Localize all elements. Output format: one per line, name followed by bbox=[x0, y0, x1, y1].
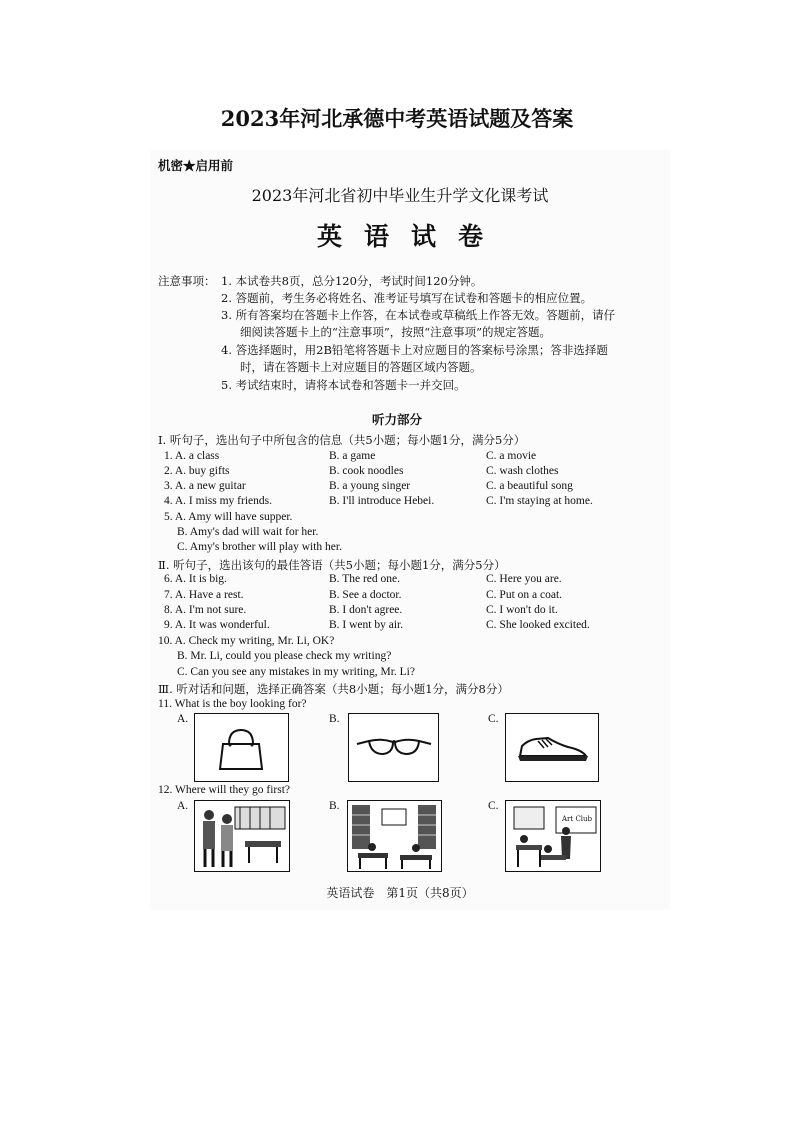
option-a: 7. A. Have a rest. bbox=[164, 589, 244, 601]
option-c: C. I won't do it. bbox=[486, 604, 558, 616]
option-a: 5. A. Amy will have supper. bbox=[164, 511, 293, 523]
option-b: B. The red one. bbox=[329, 573, 401, 585]
option-c: C. wash clothes bbox=[486, 465, 559, 477]
sneaker-icon bbox=[506, 714, 598, 781]
option-a: 10. A. Check my writing, Mr. Li, OK? bbox=[158, 635, 335, 647]
option-c: C. Here you are. bbox=[486, 573, 562, 585]
option-c: C. a movie bbox=[486, 450, 537, 462]
board-text: Art Club bbox=[562, 815, 593, 823]
option-c: C. I'm staying at home. bbox=[486, 495, 593, 507]
option-c: C. Put on a coat. bbox=[486, 589, 563, 601]
exam-title: 2023年河北省初中毕业生升学文化课考试 bbox=[251, 186, 549, 205]
section-heading: Ⅲ. 听对话和问题，选择正确答案（共8小题；每小题1分，满分8分） bbox=[158, 682, 509, 696]
option-a: 9. A. It was wonderful. bbox=[164, 619, 270, 631]
picture-option-label: A. bbox=[177, 800, 189, 812]
sneaker-picture bbox=[505, 713, 599, 782]
notice-item: 5. 考试结束时，请将本试卷和答题卡一并交回。 bbox=[221, 378, 466, 392]
notice-item: 细阅读答题卡上的“注意事项”，按照“注意事项”的规定答题。 bbox=[240, 325, 552, 339]
question-stem: 12. Where will they go first? bbox=[158, 784, 291, 796]
picture-option-label: B. bbox=[329, 713, 340, 725]
picture-option-label: C. bbox=[488, 800, 499, 812]
section-heading: Ⅰ. 听句子，选出句子中所包含的信息（共5小题；每小题1分，满分5分） bbox=[158, 433, 526, 447]
notice-label: 注意事项： bbox=[158, 274, 216, 288]
option-a: 4. A. I miss my friends. bbox=[164, 495, 272, 507]
dining-hall-icon bbox=[195, 801, 289, 871]
library-picture bbox=[347, 800, 442, 872]
option-a: 2. A. buy gifts bbox=[164, 465, 230, 477]
option-b: B. cook noodles bbox=[329, 465, 404, 477]
option-b: B. I'll introduce Hebei. bbox=[329, 495, 435, 507]
notice-item: 1. 本试卷共8页，总分120分，考试时间120分钟。 bbox=[221, 274, 483, 288]
option-c: C. Can you see any mistakes in my writing, Mr. Li? bbox=[177, 666, 415, 678]
picture-option-label: A. bbox=[177, 713, 189, 725]
document-title: 2023年河北承德中考英语试题及答案 bbox=[220, 106, 574, 131]
library-icon bbox=[348, 801, 441, 871]
paper-title: 英语试卷 bbox=[316, 222, 505, 251]
option-b: B. a game bbox=[329, 450, 376, 462]
option-b: B. I don't agree. bbox=[329, 604, 403, 616]
notice-item: 4. 答选择题时，用2B铅笔将答题卡上对应题目的答案标号涂黑；答非选择题 bbox=[221, 343, 608, 357]
picture-option-label: C. bbox=[488, 713, 499, 725]
option-c: C. a beautiful song bbox=[486, 480, 573, 492]
option-b: B. Amy's dad will wait for her. bbox=[177, 526, 319, 538]
secret-label: 机密★启用前 bbox=[158, 158, 234, 173]
listening-heading: 听力部分 bbox=[372, 412, 423, 427]
classroom-icon bbox=[506, 801, 600, 871]
notice-item: 时，请在答题卡上对应题目的答题区域内答题。 bbox=[240, 360, 482, 374]
classroom-picture bbox=[505, 800, 601, 872]
dining-hall-picture bbox=[194, 800, 290, 872]
notice-item: 2. 答题前，考生务必将姓名、准考证号填写在试卷和答题卡的相应位置。 bbox=[221, 291, 593, 305]
handbag-picture bbox=[194, 713, 289, 782]
page-footer: 英语试卷 第1页（共8页） bbox=[326, 886, 474, 900]
handbag-icon bbox=[195, 714, 288, 781]
option-b: B. I went by air. bbox=[329, 619, 404, 631]
picture-option-label: B. bbox=[329, 800, 340, 812]
option-b: B. See a doctor. bbox=[329, 589, 402, 601]
option-c: C. She looked excited. bbox=[486, 619, 590, 631]
option-b: B. a young singer bbox=[329, 480, 411, 492]
question-stem: 11. What is the boy looking for? bbox=[158, 698, 307, 710]
option-c: C. Amy's brother will play with her. bbox=[177, 541, 342, 553]
glasses-picture bbox=[348, 713, 439, 782]
option-b: B. Mr. Li, could you please check my writing? bbox=[177, 650, 392, 662]
notice-item: 3. 所有答案均在答题卡上作答，在本试卷或草稿纸上作答无效。答题前，请仔 bbox=[221, 308, 616, 322]
section-heading: Ⅱ. 听句子，选出该句的最佳答语（共5小题；每小题1分，满分5分） bbox=[158, 558, 506, 572]
option-a: 3. A. a new guitar bbox=[164, 480, 246, 492]
option-a: 6. A. It is big. bbox=[164, 573, 227, 585]
option-a: 1. A. a class bbox=[164, 450, 220, 462]
glasses-icon bbox=[349, 714, 438, 781]
option-a: 8. A. I'm not sure. bbox=[164, 604, 247, 616]
